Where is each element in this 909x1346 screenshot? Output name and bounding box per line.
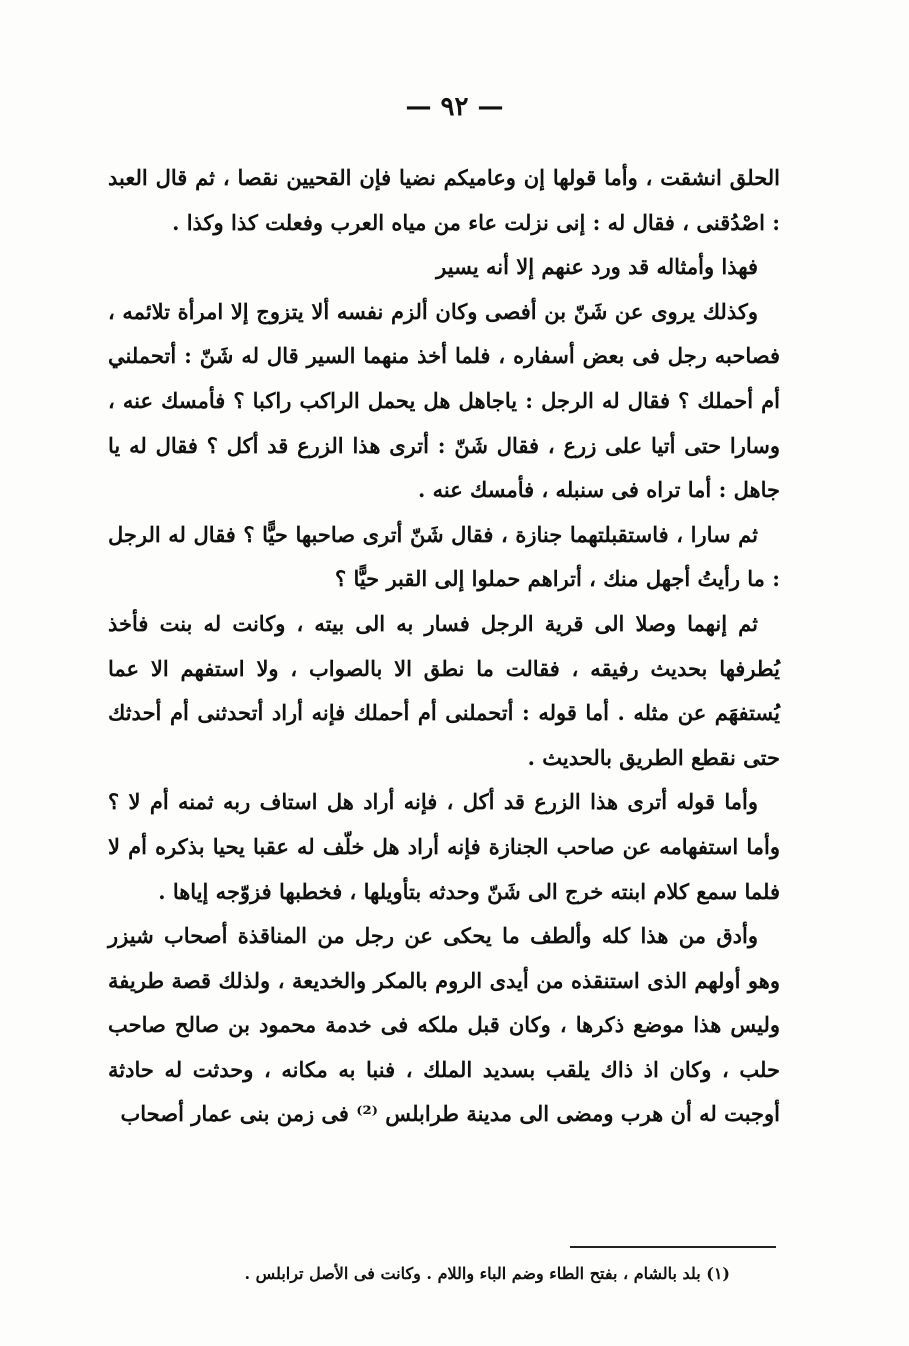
paragraph: ثم إنهما وصلا الى قرية الرجل فسار به الى بيته ، وكانت له بنت فأخذ يُطرفها بحديث رفيقه ، فقالت ما نطق الا بالصواب ، ولا استفهم الا عما يُستفهَم عن مثله . أما قوله : أتحملنى أم أحملك فإنه أراد أتحدثنى أم أحدثك حتى نقطع الطريق بالحديث . (108, 610, 780, 770)
paragraph: فهذا وأمثاله قد ورد عنهم إلا أنه يسير (436, 254, 758, 280)
main-text (108, 156, 780, 1137)
page-number: — ٩٢ — (405, 92, 504, 122)
paragraph: الحلق انشقت ، وأما قولها إن وعاميكم نضيا فإن القحيين نقصا ، ثم قال العبد : اصْدُقنى ، فقال له : إنى نزلت عاء من مياه العرب وفعلت كذا وكذا . (108, 165, 780, 235)
footnote-divider (570, 1246, 776, 1248)
paragraph: وأدق من هذا كله وألطف ما يحكى عن رجل من المناقذة أصحاب شيزر وهو أولهم الذى استنقذه من أيدى الروم بالمكر والخديعة ، ولذلك قصة طريفة وليس هذا موضع ذكرها ، وكان قبل ملكه فى خدمة محمود بن صالح صاحب حلب ، وكان اذ ذاك يلقب بسديد الملك ، فنبا به مكانه ، وحدثت له حادثة أوجبت له أن هرب ومضى الى مدينة طرابلس ⁽²⁾ فى زمن بنى عمار أصحاب (108, 923, 780, 1127)
paragraph: وأما قوله أترى هذا الزرع قد أكل ، فإنه أراد هل استاف ربه ثمنه أم لا ؟ وأما استفهامه عن صاحب الجنازة فإنه أراد هل خلّف له عقبا يحيا بذكره أم لا فلما سمع كلام ابنته خرج الى شَنّ وحدثه بتأويلها ، فخطبها فزوّجه إياها . (108, 789, 780, 904)
paragraph: ثم سارا ، فاستقبلتهما جنازة ، فقال شَنّ أترى صاحبها حيًّا ؟ فقال له الرجل : ما رأيتُ أجهل منك ، أتراهم حملوا إلى القبر حيًّا ؟ (108, 521, 780, 592)
footnote: (١) بلد بالشام ، بفتح الطاء وضم الباء واللام . وكانت فى الأصل ترابلس . (244, 1264, 730, 1283)
paragraph: وكذلك يروى عن شَنّ بن أفصى وكان ألزم نفسه ألا يتزوج إلا امرأة تلائمه ، فصاحبه رجل فى بعض أسفاره ، فلما أخذ منهما السير قال له شَنّ : أتحملني أم أحملك ؟ فقال له الرجل : ياجاهل هل يحمل الراكب راكبا ؟ فأمسك عنه ، وسارا حتى أتيا على زرع ، فقال شَنّ : أترى هذا الزرع قد أكل ؟ فقال له يا جاهل : أما تراه فى سنبله ، فأمسك عنه . (108, 298, 780, 503)
